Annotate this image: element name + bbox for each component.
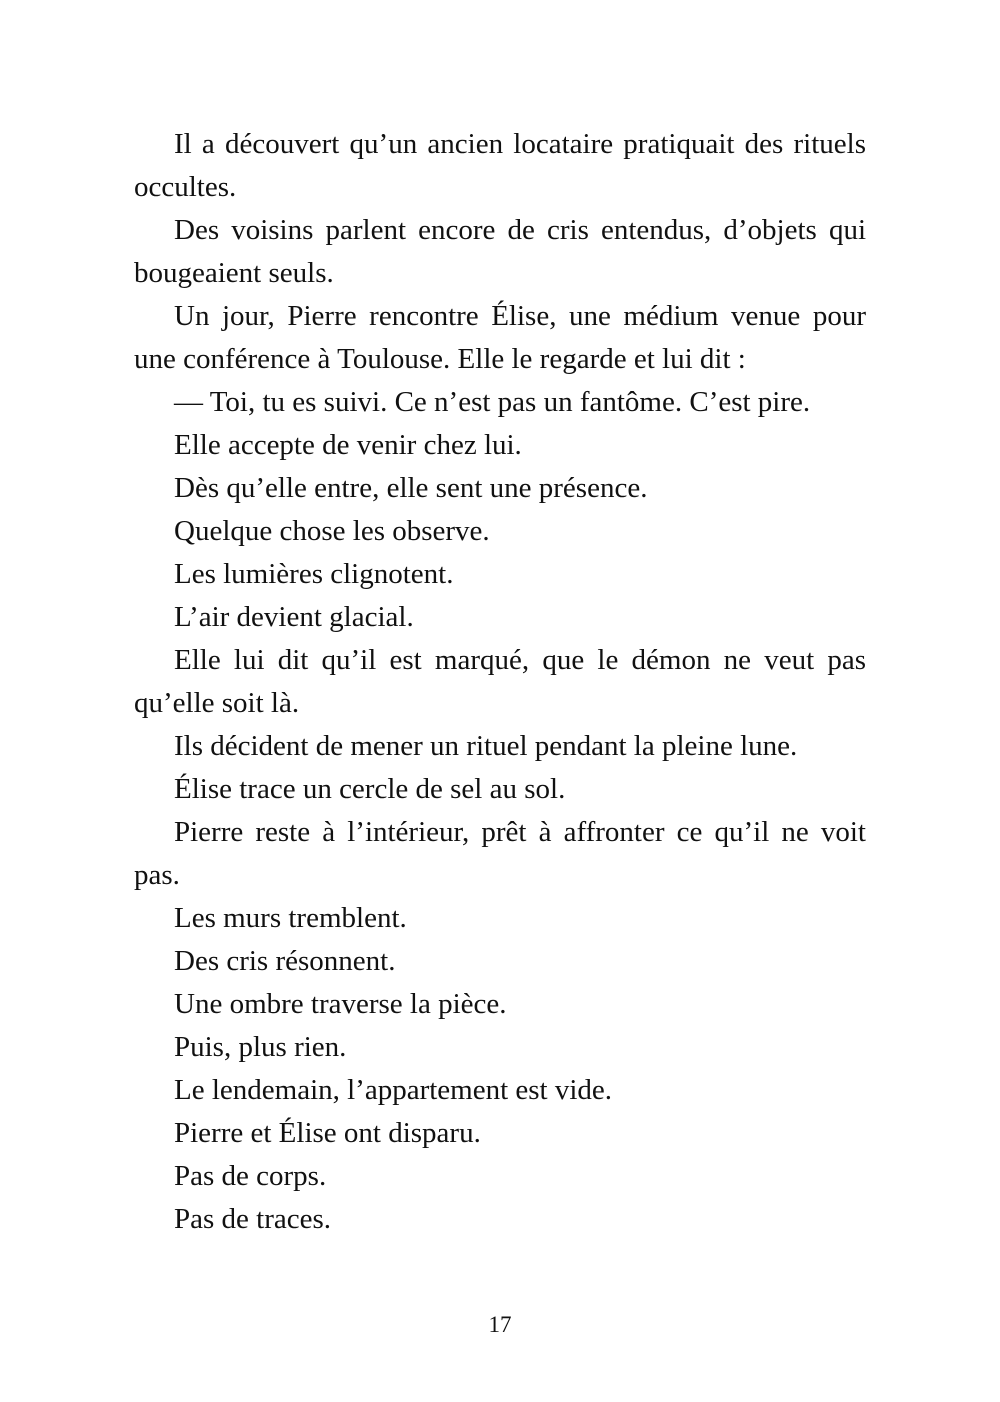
paragraph: Elle lui dit qu’il est marqué, que le démon ne veut pas qu’elle soit là.: [134, 644, 866, 719]
paragraph: Quelque chose les observe.: [174, 515, 490, 547]
paragraph: Les murs tremblent.: [174, 902, 407, 934]
paragraph: Pierre reste à l’intérieur, prêt à affronter ce qu’il ne voit pas.: [134, 816, 866, 891]
paragraph: Pierre et Élise ont disparu.: [174, 1117, 481, 1149]
paragraph: Une ombre traverse la pièce.: [174, 988, 507, 1020]
paragraph: Puis, plus rien.: [174, 1031, 347, 1063]
paragraph: Pas de traces.: [174, 1203, 332, 1235]
paragraph: L’air devient glacial.: [174, 601, 414, 633]
page-body: [134, 123, 866, 1241]
paragraph: Des cris résonnent.: [174, 945, 396, 977]
paragraph: Pas de corps.: [174, 1160, 327, 1192]
page-number: 17: [488, 1312, 512, 1337]
paragraph: Un jour, Pierre rencontre Élise, une médium venue pour une conférence à Toulouse. Elle le regarde et lui dit :: [134, 300, 866, 375]
paragraph: Les lumières clignotent.: [174, 558, 454, 590]
paragraph: Ils décident de mener un rituel pendant la pleine lune.: [174, 730, 798, 762]
paragraph: Le lendemain, l’appartement est vide.: [174, 1074, 613, 1106]
paragraph: Dès qu’elle entre, elle sent une présence.: [174, 472, 648, 504]
paragraph: Élise trace un cercle de sel au sol.: [174, 773, 566, 805]
paragraph: Elle accepte de venir chez lui.: [174, 429, 522, 461]
paragraph: Des voisins parlent encore de cris entendus, d’objets qui bougeaient seuls.: [134, 214, 866, 289]
paragraph: — Toi, tu es suivi. Ce n’est pas un fantôme. C’est pire.: [174, 386, 811, 418]
paragraph: Il a découvert qu’un ancien locataire pratiquait des rituels occultes.: [134, 128, 866, 203]
